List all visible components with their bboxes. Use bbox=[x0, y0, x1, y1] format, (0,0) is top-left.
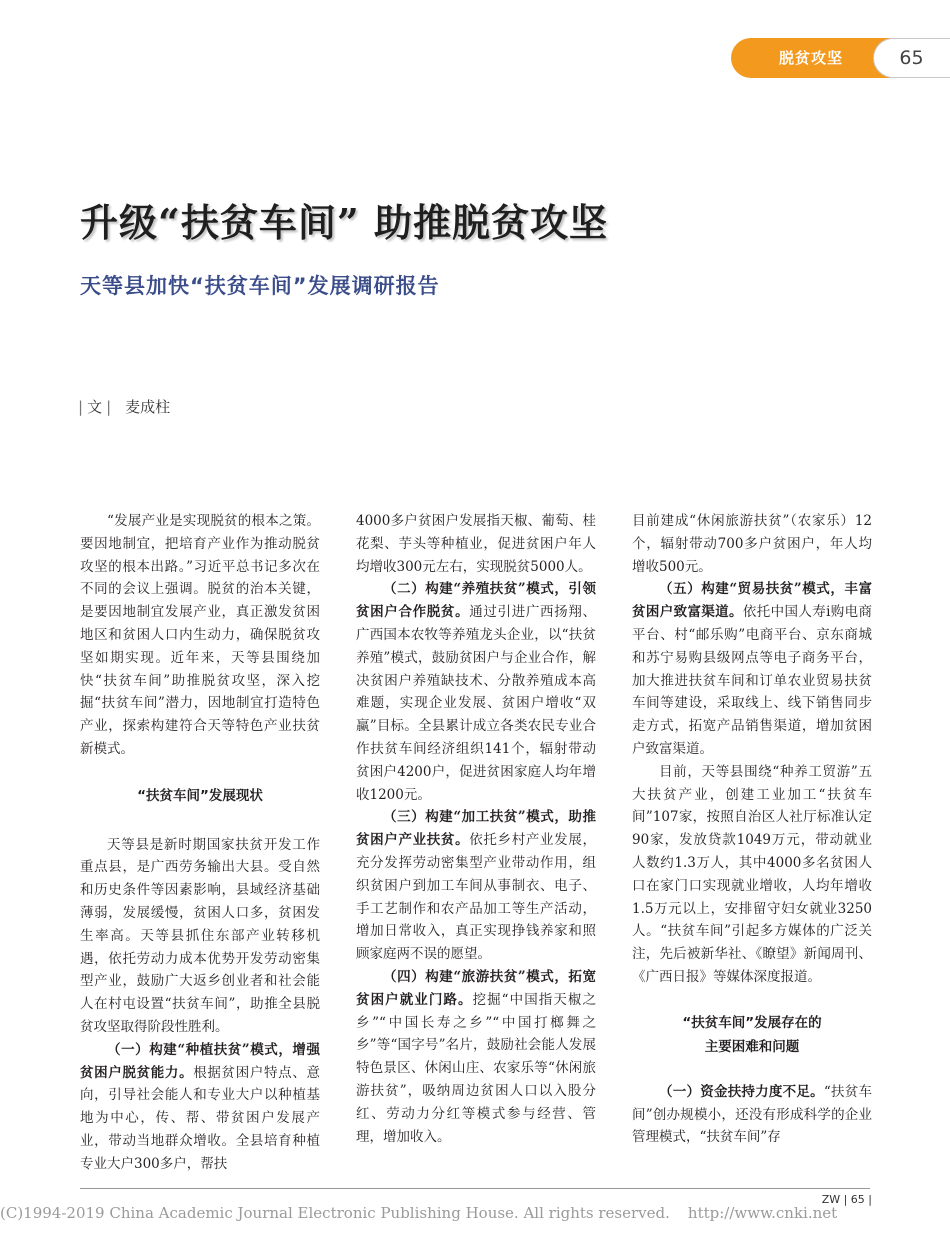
article-title: 升级“扶贫车间” 助推脱贫攻坚 bbox=[80, 200, 608, 245]
paragraph: 目前建成“休闲旅游扶贫”（农家乐）12个，辐射带动700多户贫困户，年人均增收500元。 bbox=[632, 513, 872, 575]
section-heading-line: 主要困难和问题 bbox=[704, 1038, 800, 1055]
section-heading-line: “扶贫车间”发展存在的 bbox=[682, 1014, 822, 1031]
section-heading bbox=[632, 1011, 872, 1059]
copyright-watermark bbox=[0, 1204, 950, 1222]
byline-divider: | bbox=[78, 398, 84, 416]
footer-divider bbox=[80, 1188, 870, 1189]
paragraph bbox=[356, 806, 596, 966]
paragraph: 目前，天等县围绕“种养工贸游”五大扶贫产业，创建工业加工“扶贫车间”107家，按照自治区人社厅标准认定90家，发放贷款1049万元，带动就业人数约1.3万人，其中4000多名贫困人口在家门口实现就业增收，人均年增收1.5万元以上，安排留守妇女就业3250人。“扶贫车间”引起多方媒体的广泛关注，先后被新华社、《瞭望》新闻周刊、《广西日报》等媒体深度报道。 bbox=[632, 763, 872, 985]
paragraph-text: 依托中国人寿i购电商平台、村“邮乐购”电商平台、京东商城和苏宁易购县级网点等电子商务平台，加大推进扶贫车间和订单农业贸易扶贫车间等建设，采取线上、线下销售同步走方式，拓宽产品销售渠道，增加贫困户致富渠道。 bbox=[632, 604, 872, 757]
section-label: 脱贫攻坚 bbox=[778, 49, 843, 67]
paragraph: “发展产业是实现脱贫的根本之策。要因地制宜，把培育产业作为推动脱贫攻坚的根本出路。”习近平总书记多次在不同的会议上强调。脱贫的治本关键，是要因地制宜发展产业，真正激发贫困地区和贫困人口内生动力，确保脱贫攻坚如期实现。近年来，天等县围绕加快“扶贫车间”助推脱贫攻坚，深入挖掘“扶贫车间”潜力，因地制宜打造特色产业，探索构建符合天等特色产业扶贫新模式。 bbox=[80, 513, 320, 757]
paragraph: 4000多户贫困户发展指天椒、葡萄、桂花梨、芋头等种植业，促进贫困户年人均增收300元左右，实现脱贫5000人。 bbox=[356, 513, 596, 575]
cnki-link[interactable]: http://www.cnki.net bbox=[687, 1204, 838, 1222]
paragraph bbox=[632, 578, 872, 760]
section-heading: “扶贫车间”发展现状 bbox=[137, 787, 263, 804]
paragraph bbox=[632, 1081, 872, 1149]
paragraph bbox=[80, 1039, 320, 1176]
byline-label: 文 bbox=[87, 398, 103, 416]
subheading: （四）构建“旅游扶贫”模式，拓宽贫困户就业门路。 bbox=[356, 968, 596, 1008]
paragraph bbox=[356, 578, 596, 806]
paragraph-text: 通过引进广西扬翔、广西国本农牧等养殖龙头企业，以“扶贫养殖”模式，鼓励贫困户与企业合作，解决贫困户养殖缺技术、分散养殖成本高难题，实现企业发展、贫困户增收“双赢”目标。全县累计成立各类农民专业合作扶贫车间经济组织141个，辐射带动贫困户4200户，促进贫困家庭人均年增收1200元。 bbox=[356, 604, 596, 803]
section-tab bbox=[731, 38, 950, 78]
subheading: （一）资金扶持力度不足。 bbox=[659, 1083, 824, 1100]
subheading: （五）构建“贸易扶贫”模式，丰富贫困户致富渠道。 bbox=[632, 581, 872, 621]
author-name: 麦成柱 bbox=[125, 398, 171, 416]
article-subtitle: 天等县加快“扶贫车间”发展调研报告 bbox=[80, 274, 440, 298]
paragraph-text: 挖掘“中国指天椒之乡”“中国长寿之乡”“中国打榔舞之乡”等“国字号”名片，鼓励社会能人发展特色景区、休闲山庄、农家乐等“休闲旅游扶贫”，吸纳周边贫困人口以入股分红、劳动力分红等模式参与经营、管理，增加收入。 bbox=[356, 991, 596, 1145]
footer-page-tag: ZW | 65 | bbox=[821, 1193, 872, 1206]
subheading: （三）构建“加工扶贫”模式，助推贫困户产业扶贫。 bbox=[356, 809, 596, 849]
byline-divider: | bbox=[106, 398, 112, 416]
subheading: （一）构建“种植扶贫”模式，增强贫困户脱贫能力。 bbox=[80, 1041, 320, 1081]
page-number: 65 bbox=[899, 47, 924, 69]
paragraph: 天等县是新时期国家扶贫开发工作重点县，是广西劳务输出大县。受自然和历史条件等因素影响，县域经济基础薄弱，发展缓慢，贫困人口多，贫困发生率高。天等县抓住东部产业转移机遇，依托劳动力成本优势开发劳动密集型产业，鼓励广大返乡创业者和社会能人在村屯设置“扶贫车间”，助推全县脱贫攻坚取得阶段性胜利。 bbox=[80, 836, 320, 1035]
copyright-text: (C)1994-2019 China Academic Journal Electronic Publishing House. All rights reserved. bbox=[0, 1204, 670, 1222]
subheading: （二）构建“养殖扶贫”模式，引领贫困户合作脱贫。 bbox=[356, 581, 596, 621]
paragraph-text: 依托乡村产业发展，充分发挥劳动密集型产业带动作用，组织贫困户到加工车间从事制衣、电子、手工艺制作和农产品加工等生产活动，增加日常收入，真正实现挣钱养家和照顾家庭两不误的愿望。 bbox=[356, 832, 596, 963]
paragraph-text: “扶贫车间”创办规模小，还没有形成科学的企业管理模式，“扶贫车间”存 bbox=[632, 1083, 872, 1146]
byline bbox=[78, 396, 170, 417]
column-1 bbox=[80, 510, 320, 1176]
paragraph bbox=[356, 966, 596, 1148]
paragraph-text: 根据贫困户特点、意向，引导社会能人和专业大户以种植基地为中心，传、帮、带贫困户发展产业，带动当地群众增收。全县培育种植专业大户300多户，帮扶 bbox=[80, 1064, 320, 1172]
column-2 bbox=[356, 510, 596, 1148]
column-3 bbox=[632, 510, 872, 1149]
